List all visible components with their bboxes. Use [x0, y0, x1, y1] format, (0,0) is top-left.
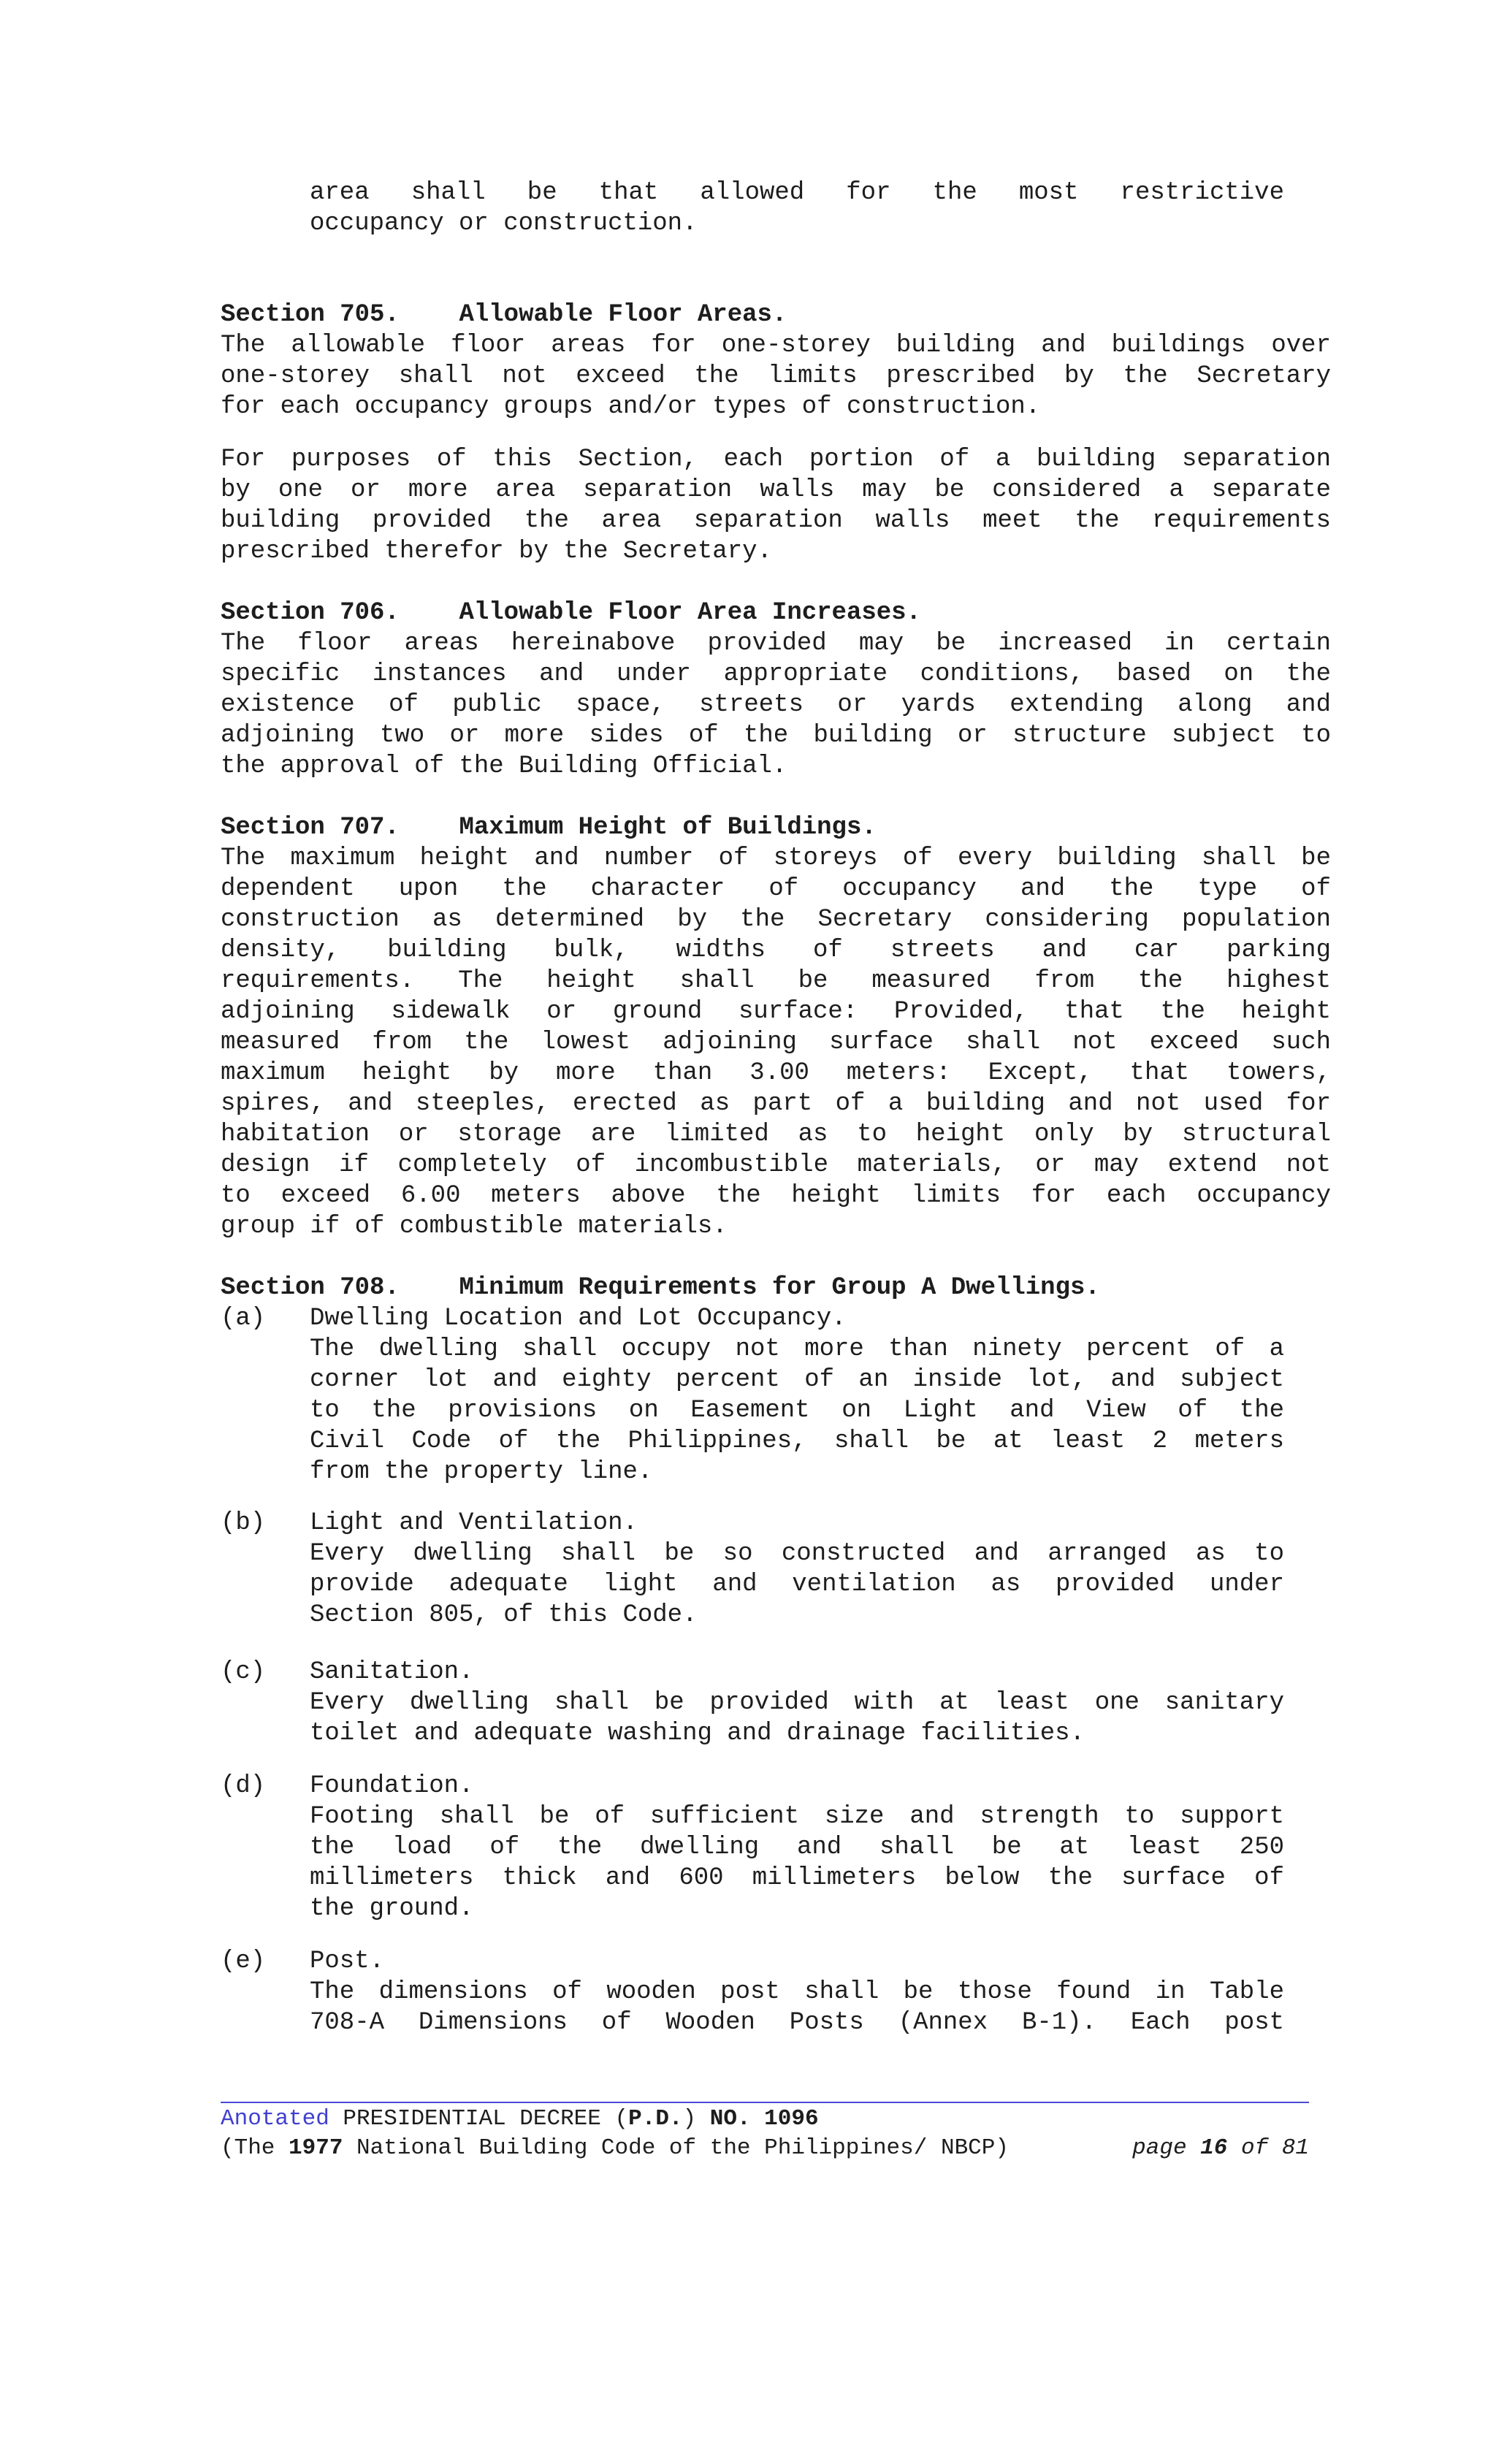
- item-title: Dwelling Location and Lot Occupancy.: [310, 1305, 847, 1332]
- text-line: The dimensions of wooden post shall be those found in Table: [310, 1978, 1284, 2006]
- footer-line-2: [221, 2135, 1309, 2162]
- text-line: design if completely of incombustible materials, or may extend not: [221, 1151, 1331, 1179]
- footer-pd: P.D.: [628, 2106, 683, 2132]
- section-705-heading: Section 705. Allowable Floor Areas.: [221, 301, 787, 329]
- text-line: measured from the lowest adjoining surface shall not exceed such: [221, 1029, 1331, 1056]
- footer-code: National Building Code of the Philippines/ NBCP): [343, 2135, 1009, 2161]
- item-a-body: [310, 1303, 1284, 1487]
- text-line: The floor areas hereinabove provided may be increased in certain: [221, 630, 1331, 657]
- text-line: occupancy or construction.: [310, 210, 698, 237]
- footer-divider: [221, 2102, 1309, 2103]
- text-line: The allowable floor areas for one-storey building and buildings over: [221, 332, 1331, 359]
- text-line: for each occupancy groups and/or types of construction.: [221, 393, 1041, 421]
- text-line: maximum height by more than 3.00 meters: Except, that towers,: [221, 1059, 1331, 1087]
- item-title: Light and Ventilation.: [310, 1509, 638, 1537]
- text-line: The dwelling shall occupy not more than ninety percent of a: [310, 1335, 1284, 1363]
- text-line: construction as determined by the Secretary considering population: [221, 906, 1331, 934]
- text-line: The maximum height and number of storeys of every building shall be: [221, 844, 1331, 872]
- text-line: Every dwelling shall be so constructed and arranged as to: [310, 1540, 1284, 1568]
- section-705-paragraph-2: [221, 444, 1331, 567]
- text-line: For purposes of this Section, each portion of a building separation: [221, 446, 1331, 473]
- item-c-body: [310, 1657, 1284, 1749]
- section-706-heading: Section 706. Allowable Floor Area Increases.: [221, 599, 921, 627]
- text-line: one-storey shall not exceed the limits prescribed by the Secretary: [221, 362, 1331, 390]
- text-line: requirements. The height shall be measured from the highest: [221, 967, 1331, 995]
- item-title: Sanitation.: [310, 1658, 474, 1686]
- item-d-body: [310, 1771, 1284, 1924]
- item-label: (a): [221, 1305, 266, 1332]
- page-current: 16: [1200, 2135, 1228, 2161]
- page-number: [1132, 2135, 1309, 2162]
- text-line: Section 805, of this Code.: [310, 1601, 698, 1629]
- footer-close-paren: ): [682, 2106, 710, 2132]
- text-line: from the property line.: [310, 1458, 653, 1486]
- item-e-body: [310, 1946, 1284, 2038]
- text-line: by one or more area separation walls may be considered a separate: [221, 476, 1331, 504]
- item-label: (b): [221, 1509, 266, 1537]
- item-title: Post.: [310, 1948, 385, 1975]
- footer-line-1: [221, 2105, 819, 2133]
- footer-open: (The: [221, 2135, 289, 2161]
- text-line: to exceed 6.00 meters above the height limits for each occupancy: [221, 1182, 1331, 1210]
- text-line: group if of combustible materials.: [221, 1213, 728, 1240]
- footer-decree-number: NO. 1096: [709, 2106, 819, 2132]
- text-line: dependent upon the character of occupancy and the type of: [221, 875, 1331, 903]
- text-line: toilet and adequate washing and drainage facilities.: [310, 1720, 1085, 1747]
- text-line: adjoining sidewalk or ground surface: Provided, that the height: [221, 998, 1331, 1026]
- text-line: adjoining two or more sides of the building or structure subject to: [221, 722, 1331, 750]
- text-line: millimeters thick and 600 millimeters below the surface of: [310, 1864, 1284, 1892]
- text-line: prescribed therefor by the Secretary.: [221, 538, 772, 565]
- text-line: provide adequate light and ventilation as provided under: [310, 1571, 1284, 1598]
- text-line: Footing shall be of sufficient size and strength to support: [310, 1803, 1284, 1831]
- text-line: to the provisions on Easement on Light and View of the: [310, 1397, 1284, 1424]
- text-line: the ground.: [310, 1895, 474, 1923]
- text-line: building provided the area separation walls meet the requirements: [221, 507, 1331, 535]
- section-708-heading: Section 708. Minimum Requirements for Group A Dwellings.: [221, 1274, 1100, 1302]
- text-line: 708-A Dimensions of Wooden Posts (Annex B-1). Each post: [310, 2009, 1284, 2037]
- text-line: specific instances and under appropriate conditions, based on the: [221, 660, 1331, 688]
- section-707-heading: Section 707. Maximum Height of Buildings.: [221, 814, 877, 842]
- text-line: the load of the dwelling and shall be at least 250: [310, 1834, 1284, 1861]
- text-line: corner lot and eighty percent of an inside lot, and subject: [310, 1366, 1284, 1394]
- footer-anotated: Anotated: [221, 2106, 329, 2132]
- item-label: (d): [221, 1772, 266, 1800]
- intro-paragraph: [310, 178, 1284, 239]
- text-line: area shall be that allowed for the most restrictive: [310, 179, 1284, 207]
- text-line: habitation or storage are limited as to height only by structural: [221, 1121, 1331, 1148]
- section-707-paragraph: [221, 843, 1331, 1242]
- text-line: Civil Code of the Philippines, shall be at least 2 meters: [310, 1427, 1284, 1455]
- item-b-body: [310, 1508, 1284, 1630]
- text-line: the approval of the Building Official.: [221, 752, 787, 780]
- page-word: page: [1132, 2135, 1201, 2161]
- text-line: density, building bulk, widths of streets and car parking: [221, 937, 1331, 964]
- footer-year: 1977: [289, 2135, 343, 2161]
- text-line: spires, and steeples, erected as part of a building and not used for: [221, 1090, 1331, 1118]
- text-line: existence of public space, streets or yards extending along and: [221, 691, 1331, 719]
- section-706-paragraph: [221, 628, 1331, 782]
- item-label: (e): [221, 1948, 266, 1975]
- section-705-paragraph-1: [221, 330, 1331, 422]
- footer-decree: PRESIDENTIAL DECREE (: [329, 2106, 629, 2132]
- item-title: Foundation.: [310, 1772, 474, 1800]
- page-total: of 81: [1227, 2135, 1309, 2161]
- item-label: (c): [221, 1658, 266, 1686]
- text-line: Every dwelling shall be provided with at least one sanitary: [310, 1689, 1284, 1717]
